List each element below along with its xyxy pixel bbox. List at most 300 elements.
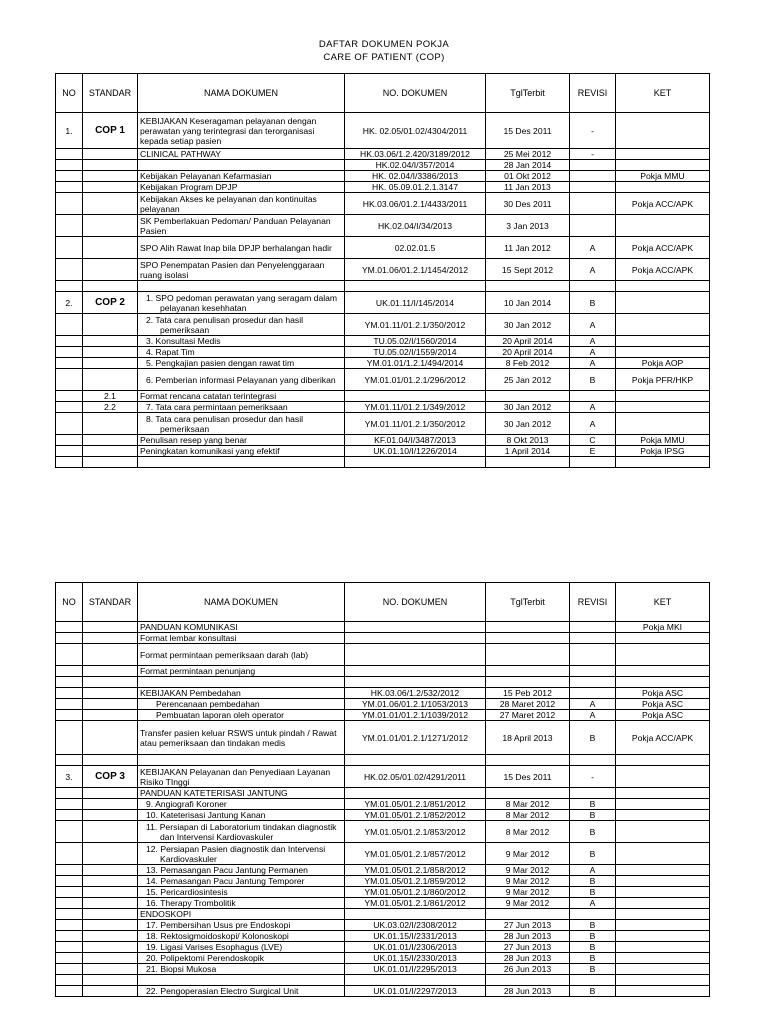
- cell-no-dokumen: YM.01.05/01.2.1/859/2012: [345, 876, 486, 887]
- cell-nama-dokumen: SPO Penempatan Pasien dan Penyelenggaraan ruang isolasi: [138, 259, 345, 281]
- table-2-body: [56, 622, 710, 997]
- cell-revisi: -: [570, 113, 616, 149]
- cell-ket: [616, 843, 710, 865]
- cell-no-dokumen: YM.01.06/01.2.1/1454/2012: [345, 259, 486, 281]
- cell-ket: [616, 942, 710, 953]
- table-row: [56, 314, 710, 336]
- cell-nama-dokumen: 11. Persiapan di Laboratorium tindakan diagnostik dan Intervensi Kardiovaskuler: [138, 821, 345, 843]
- cell-ket: [616, 953, 710, 964]
- cell-nama-dokumen: 22. Pengoperasian Electro Surgical Unit: [138, 986, 345, 997]
- table-row: [56, 920, 710, 931]
- cell-no-dokumen: [345, 788, 486, 799]
- cell-no-dokumen: HK.02.04/I/34/2013: [345, 215, 486, 237]
- cell-no-dokumen: [345, 666, 486, 677]
- table-row: [56, 347, 710, 358]
- cell-ket: [616, 920, 710, 931]
- cell-no: [56, 688, 83, 699]
- cell-no-dokumen: HK.02.05/01.02/4291/2011: [345, 766, 486, 788]
- cell-standar: [83, 843, 138, 865]
- cell-no-dokumen: YM.01.06/01.2.1/1053/2013: [345, 699, 486, 710]
- cell-tgl-terbit: 9 Mar 2012: [486, 865, 570, 876]
- table-row: [56, 699, 710, 710]
- cell-no-dokumen: KF.01.04/I/3487/2013: [345, 435, 486, 446]
- cell-nama-dokumen: 3. Konsultasi Medis: [138, 336, 345, 347]
- table-row: [56, 622, 710, 633]
- table-row: [56, 457, 710, 468]
- cell-tgl-terbit: [486, 391, 570, 402]
- table-row: [56, 931, 710, 942]
- table-row: [56, 160, 710, 171]
- cell-no-dokumen: [345, 644, 486, 666]
- cell-no-dokumen: HK.03.06/01.2.1/4433/2011: [345, 193, 486, 215]
- cell-no: [56, 391, 83, 402]
- cell-tgl-terbit: 15 Des 2011: [486, 113, 570, 149]
- cell-no: [56, 446, 83, 457]
- table-row: [56, 358, 710, 369]
- header-no: NO: [56, 583, 83, 622]
- header-revisi: REVISI: [570, 583, 616, 622]
- cell-standar: [83, 931, 138, 942]
- cell-standar: [83, 281, 138, 292]
- cell-nama-dokumen: Format permintaan penunjang: [138, 666, 345, 677]
- table-row: [56, 281, 710, 292]
- cell-tgl-terbit: [486, 622, 570, 633]
- cell-standar: [83, 755, 138, 766]
- table-row: [56, 435, 710, 446]
- header-tgl-terbit: TglTerbit: [486, 74, 570, 113]
- cell-ket: [616, 986, 710, 997]
- cell-nama-dokumen: 5. Pengkajian pasien dengan rawat tim: [138, 358, 345, 369]
- cell-no: [56, 215, 83, 237]
- cell-ket: [616, 810, 710, 821]
- cell-nama-dokumen: [138, 975, 345, 986]
- cell-tgl-terbit: 9 Mar 2012: [486, 898, 570, 909]
- cell-no: [56, 171, 83, 182]
- cell-revisi: B: [570, 876, 616, 887]
- cell-tgl-terbit: 11 Jan 2012: [486, 237, 570, 259]
- cell-revisi: -: [570, 149, 616, 160]
- cell-no: [56, 259, 83, 281]
- table-row: [56, 666, 710, 677]
- cell-ket: Pokja ACC/APK: [616, 721, 710, 755]
- cell-ket: [616, 391, 710, 402]
- table-row: [56, 755, 710, 766]
- cell-tgl-terbit: [486, 644, 570, 666]
- table-row: [56, 975, 710, 986]
- header-standar: STANDAR: [83, 74, 138, 113]
- table-row: [56, 843, 710, 865]
- cell-nama-dokumen: 14. Pemasangan Pacu Jantung Temporer: [138, 876, 345, 887]
- cell-nama-dokumen: KEBIJAKAN Pembedahan: [138, 688, 345, 699]
- cell-no: [56, 644, 83, 666]
- cell-tgl-terbit: [486, 975, 570, 986]
- cell-revisi: A: [570, 237, 616, 259]
- cell-standar: [83, 413, 138, 435]
- cell-ket: Pokja MMU: [616, 171, 710, 182]
- cell-revisi: [570, 160, 616, 171]
- cell-ket: [616, 336, 710, 347]
- table-row: [56, 766, 710, 788]
- cell-no: 2.: [56, 292, 83, 314]
- cell-no: [56, 457, 83, 468]
- table-row: [56, 688, 710, 699]
- cell-standar: [83, 821, 138, 843]
- cell-tgl-terbit: [486, 677, 570, 688]
- table-row: [56, 710, 710, 721]
- cell-no-dokumen: UK.01.11/I/145/2014: [345, 292, 486, 314]
- cell-tgl-terbit: 10 Jan 2014: [486, 292, 570, 314]
- table-row: [56, 876, 710, 887]
- cell-ket: [616, 292, 710, 314]
- cell-no: [56, 975, 83, 986]
- cell-no-dokumen: UK.01.01/I/2295/2013: [345, 964, 486, 975]
- cell-no-dokumen: TU.05.02/I/1560/2014: [345, 336, 486, 347]
- cell-ket: [616, 821, 710, 843]
- cell-no-dokumen: UK.01.15/I/2330/2013: [345, 953, 486, 964]
- table-header-row: [56, 583, 710, 622]
- cell-ket: [616, 766, 710, 788]
- cell-nama-dokumen: 13. Pemasangan Pacu Jantung Permanen: [138, 865, 345, 876]
- cell-standar: [83, 347, 138, 358]
- cell-revisi: B: [570, 986, 616, 997]
- cell-revisi: [570, 193, 616, 215]
- cell-no-dokumen: YM.01.11/01.2.1/350/2012: [345, 314, 486, 336]
- cell-revisi: A: [570, 402, 616, 413]
- cell-nama-dokumen: Pembuatan laporan oleh operator: [138, 710, 345, 721]
- cell-standar: [83, 160, 138, 171]
- cell-tgl-terbit: 9 Mar 2012: [486, 876, 570, 887]
- cell-nama-dokumen: KEBIJAKAN Keseragaman pelayanan dengan perawatan yang terintegrasi dan terorganisasi kepada setiap pasien: [138, 113, 345, 149]
- cell-ket: [616, 281, 710, 292]
- cell-no-dokumen: YM.01.01/01.2.1/1039/2012: [345, 710, 486, 721]
- table-row: [56, 821, 710, 843]
- cell-no: [56, 699, 83, 710]
- cell-no: [56, 402, 83, 413]
- table-row: [56, 171, 710, 182]
- cell-standar: [83, 942, 138, 953]
- cell-no-dokumen: HK. 02.05/01.02/4304/2011: [345, 113, 486, 149]
- cell-no: [56, 358, 83, 369]
- cell-tgl-terbit: 8 Mar 2012: [486, 821, 570, 843]
- table-row: [56, 964, 710, 975]
- cell-no: [56, 666, 83, 677]
- cell-ket: [616, 788, 710, 799]
- cell-no: [56, 810, 83, 821]
- table-row: [56, 677, 710, 688]
- cell-nama-dokumen: CLINICAL PATHWAY: [138, 149, 345, 160]
- cell-no-dokumen: UK.01.15/I/2331/2013: [345, 931, 486, 942]
- cell-ket: Pokja ACC/APK: [616, 193, 710, 215]
- cell-tgl-terbit: [486, 909, 570, 920]
- table-row: [56, 644, 710, 666]
- cell-nama-dokumen: 6. Pemberian informasi Pelayanan yang diberikan: [138, 369, 345, 391]
- cell-ket: [616, 644, 710, 666]
- cell-tgl-terbit: 1 April 2014: [486, 446, 570, 457]
- cell-no-dokumen: YM.01.01/1.2.1/494/2014: [345, 358, 486, 369]
- table-row: [56, 721, 710, 755]
- cell-no: [56, 347, 83, 358]
- table-row: [56, 942, 710, 953]
- cell-ket: Pokja ASC: [616, 688, 710, 699]
- cell-revisi: [570, 622, 616, 633]
- cell-standar: [83, 788, 138, 799]
- cell-revisi: B: [570, 843, 616, 865]
- cell-nama-dokumen: 18. Rektosigmoidoskopi/ Kolonoskopi: [138, 931, 345, 942]
- cell-tgl-terbit: 30 Jan 2012: [486, 413, 570, 435]
- table-row: [56, 369, 710, 391]
- cell-nama-dokumen: 16. Therapy Trombolitik: [138, 898, 345, 909]
- cell-no: 1.: [56, 113, 83, 149]
- cell-tgl-terbit: [486, 666, 570, 677]
- cell-no-dokumen: [345, 622, 486, 633]
- cell-revisi: B: [570, 821, 616, 843]
- cell-nama-dokumen: 15. Pericardiosintesis: [138, 887, 345, 898]
- cell-no: [56, 909, 83, 920]
- cell-revisi: B: [570, 964, 616, 975]
- cell-nama-dokumen: SK Pemberlakuan Pedoman/ Panduan Pelayanan Pasien: [138, 215, 345, 237]
- cell-revisi: [570, 633, 616, 644]
- cell-no-dokumen: YM.01.05/01.2.1/860/2012: [345, 887, 486, 898]
- cell-revisi: [570, 281, 616, 292]
- table-row: [56, 413, 710, 435]
- cell-revisi: [570, 909, 616, 920]
- cell-no-dokumen: YM.01.01/01.2.1/1271/2012: [345, 721, 486, 755]
- cell-tgl-terbit: 28 Jun 2013: [486, 986, 570, 997]
- cell-no: [56, 821, 83, 843]
- cell-no: [56, 622, 83, 633]
- cell-no-dokumen: YM.01.05/01.2.1/851/2012: [345, 799, 486, 810]
- cell-tgl-terbit: [486, 788, 570, 799]
- cell-nama-dokumen: Format permintaan pemeriksaan darah (lab): [138, 644, 345, 666]
- cell-ket: [616, 975, 710, 986]
- cell-tgl-terbit: 30 Des 2011: [486, 193, 570, 215]
- cell-ket: [616, 314, 710, 336]
- document-table-2: [55, 582, 710, 997]
- cell-nama-dokumen: PANDUAN KATETERISASI JANTUNG: [138, 788, 345, 799]
- cell-tgl-terbit: 15 Sept 2012: [486, 259, 570, 281]
- table-row: [56, 909, 710, 920]
- cell-revisi: [570, 391, 616, 402]
- cell-no: [56, 314, 83, 336]
- header-standar: STANDAR: [83, 583, 138, 622]
- cell-no: 3.: [56, 766, 83, 788]
- cell-tgl-terbit: 30 Jan 2012: [486, 314, 570, 336]
- cell-revisi: A: [570, 865, 616, 876]
- cell-no: [56, 986, 83, 997]
- cell-revisi: B: [570, 931, 616, 942]
- cell-tgl-terbit: 20 April 2014: [486, 347, 570, 358]
- cell-no-dokumen: TU.05.02/I/1559/2014: [345, 347, 486, 358]
- cell-ket: [616, 457, 710, 468]
- cell-ket: [616, 413, 710, 435]
- cell-tgl-terbit: 8 Mar 2012: [486, 799, 570, 810]
- cell-nama-dokumen: 12. Persiapan Pasien diagnostik dan Intervensi Kardiovaskuler: [138, 843, 345, 865]
- cell-revisi: [570, 171, 616, 182]
- cell-no: [56, 920, 83, 931]
- cell-no: [56, 677, 83, 688]
- cell-standar: [83, 358, 138, 369]
- cell-nama-dokumen: [138, 160, 345, 171]
- cell-ket: [616, 666, 710, 677]
- cell-standar: [83, 237, 138, 259]
- cell-standar: [83, 898, 138, 909]
- cell-no: [56, 887, 83, 898]
- cell-no-dokumen: YM.01.11/01.2.1/349/2012: [345, 402, 486, 413]
- cell-no-dokumen: [345, 677, 486, 688]
- cell-ket: [616, 633, 710, 644]
- cell-revisi: [570, 975, 616, 986]
- cell-no: [56, 721, 83, 755]
- cell-ket: Pokja ACC/APK: [616, 237, 710, 259]
- cell-tgl-terbit: 8 Feb 2012: [486, 358, 570, 369]
- cell-revisi: B: [570, 721, 616, 755]
- header-ket: KET: [616, 583, 710, 622]
- cell-tgl-terbit: 8 Mar 2012: [486, 810, 570, 821]
- cell-no-dokumen: UK.01.01/I/2297/2013: [345, 986, 486, 997]
- cell-no-dokumen: UK.01.01/I/2306/2013: [345, 942, 486, 953]
- cell-nama-dokumen: 19. Ligasi Varises Esophagus (LVE): [138, 942, 345, 953]
- cell-revisi: [570, 788, 616, 799]
- cell-no-dokumen: UK.01.10/I/1226/2014: [345, 446, 486, 457]
- cell-ket: [616, 113, 710, 149]
- cell-ket: Pokja ASC: [616, 699, 710, 710]
- cell-no: [56, 435, 83, 446]
- cell-nama-dokumen: Transfer pasien keluar RSWS untuk pindah / Rawat atau pemeriksaan dan tindakan medis: [138, 721, 345, 755]
- cell-tgl-terbit: 8 Okt 2013: [486, 435, 570, 446]
- cell-no-dokumen: 02.02.01.5: [345, 237, 486, 259]
- cell-revisi: A: [570, 699, 616, 710]
- cell-no-dokumen: YM.01.05/01.2.1/858/2012: [345, 865, 486, 876]
- cell-no: [56, 413, 83, 435]
- cell-nama-dokumen: 10. Kateterisasi Jantung Kanan: [138, 810, 345, 821]
- cell-nama-dokumen: [138, 457, 345, 468]
- cell-standar: COP 2: [83, 292, 138, 314]
- cell-nama-dokumen: 7. Tata cara permintaan pemeriksaan: [138, 402, 345, 413]
- cell-tgl-terbit: 27 Maret 2012: [486, 710, 570, 721]
- cell-ket: [616, 160, 710, 171]
- cell-tgl-terbit: 27 Jun 2013: [486, 920, 570, 931]
- cell-tgl-terbit: [486, 755, 570, 766]
- cell-standar: [83, 953, 138, 964]
- cell-nama-dokumen: PANDUAN KOMUNIKASI: [138, 622, 345, 633]
- cell-tgl-terbit: 28 Jan 2014: [486, 160, 570, 171]
- header-tgl-terbit: TglTerbit: [486, 583, 570, 622]
- cell-ket: Pokja MKI: [616, 622, 710, 633]
- cell-no: [56, 193, 83, 215]
- cell-standar: COP 3: [83, 766, 138, 788]
- cell-nama-dokumen: Format lembar konsultasi: [138, 633, 345, 644]
- cell-no-dokumen: [345, 633, 486, 644]
- header-no-dokumen: NO. DOKUMEN: [345, 74, 486, 113]
- table-row: [56, 237, 710, 259]
- cell-no: [56, 633, 83, 644]
- cell-no: [56, 149, 83, 160]
- title-line-1: DAFTAR DOKUMEN POKJA: [318, 39, 450, 50]
- cell-standar: [83, 920, 138, 931]
- header-no: NO: [56, 74, 83, 113]
- cell-no-dokumen: YM.01.05/01.2.1/861/2012: [345, 898, 486, 909]
- cell-nama-dokumen: 1. SPO pedoman perawatan yang seragam dalam pelayanan kesehhatan: [138, 292, 345, 314]
- cell-ket: Pokja PFR/HKP: [616, 369, 710, 391]
- table-row: [56, 446, 710, 457]
- cell-tgl-terbit: 15 Des 2011: [486, 766, 570, 788]
- cell-revisi: A: [570, 347, 616, 358]
- header-no-dokumen: NO. DOKUMEN: [345, 583, 486, 622]
- cell-ket: [616, 964, 710, 975]
- cell-no: [56, 281, 83, 292]
- table-row: [56, 336, 710, 347]
- cell-nama-dokumen: 20. Polipektomi Perendoskopik: [138, 953, 345, 964]
- cell-revisi: [570, 755, 616, 766]
- cell-standar: [83, 446, 138, 457]
- cell-tgl-terbit: 15 Peb 2012: [486, 688, 570, 699]
- cell-revisi: C: [570, 435, 616, 446]
- cell-no: [56, 865, 83, 876]
- cell-no: [56, 964, 83, 975]
- cell-revisi: A: [570, 358, 616, 369]
- cell-ket: Pokja IPSG: [616, 446, 710, 457]
- cell-tgl-terbit: 9 Mar 2012: [486, 887, 570, 898]
- cell-standar: [83, 215, 138, 237]
- cell-tgl-terbit: 25 Jan 2012: [486, 369, 570, 391]
- cell-tgl-terbit: [486, 633, 570, 644]
- cell-no: [56, 898, 83, 909]
- table-row: [56, 953, 710, 964]
- cell-ket: Pokja ASC: [616, 710, 710, 721]
- table-row: [56, 215, 710, 237]
- table-row: [56, 887, 710, 898]
- cell-nama-dokumen: Penulisan resep yang benar: [138, 435, 345, 446]
- cell-ket: Pokja AOP: [616, 358, 710, 369]
- cell-no: [56, 369, 83, 391]
- header-nama-dokumen: NAMA DOKUMEN: [138, 74, 345, 113]
- cell-revisi: B: [570, 887, 616, 898]
- cell-standar: [83, 457, 138, 468]
- cell-tgl-terbit: 28 Jun 2013: [486, 931, 570, 942]
- cell-standar: [83, 810, 138, 821]
- document-table-1: [55, 73, 710, 468]
- cell-tgl-terbit: 27 Jun 2013: [486, 942, 570, 953]
- document-title: [0, 38, 768, 64]
- cell-no: [56, 160, 83, 171]
- cell-no: [56, 953, 83, 964]
- cell-ket: Pokja ACC/APK: [616, 259, 710, 281]
- cell-no-dokumen: [345, 457, 486, 468]
- cell-revisi: [570, 182, 616, 193]
- table-row: [56, 865, 710, 876]
- table-row: [56, 113, 710, 149]
- cell-revisi: A: [570, 259, 616, 281]
- cell-revisi: B: [570, 953, 616, 964]
- cell-no-dokumen: HK. 05.09.01.2.1.3147: [345, 182, 486, 193]
- cell-tgl-terbit: 28 Maret 2012: [486, 699, 570, 710]
- cell-ket: [616, 755, 710, 766]
- table-row: [56, 182, 710, 193]
- header-nama-dokumen: NAMA DOKUMEN: [138, 583, 345, 622]
- cell-standar: [83, 887, 138, 898]
- cell-nama-dokumen: [138, 755, 345, 766]
- cell-nama-dokumen: KEBIJAKAN Pelayanan dan Penyediaan Layanan Risiko TInggi: [138, 766, 345, 788]
- cell-standar: [83, 369, 138, 391]
- cell-tgl-terbit: 26 Jun 2013: [486, 964, 570, 975]
- cell-tgl-terbit: 25 Mei 2012: [486, 149, 570, 160]
- cell-ket: [616, 182, 710, 193]
- cell-standar: [83, 336, 138, 347]
- cell-no-dokumen: YM.01.11/01.2.1/350/2012: [345, 413, 486, 435]
- cell-no: [56, 336, 83, 347]
- cell-revisi: [570, 457, 616, 468]
- cell-tgl-terbit: 20 April 2014: [486, 336, 570, 347]
